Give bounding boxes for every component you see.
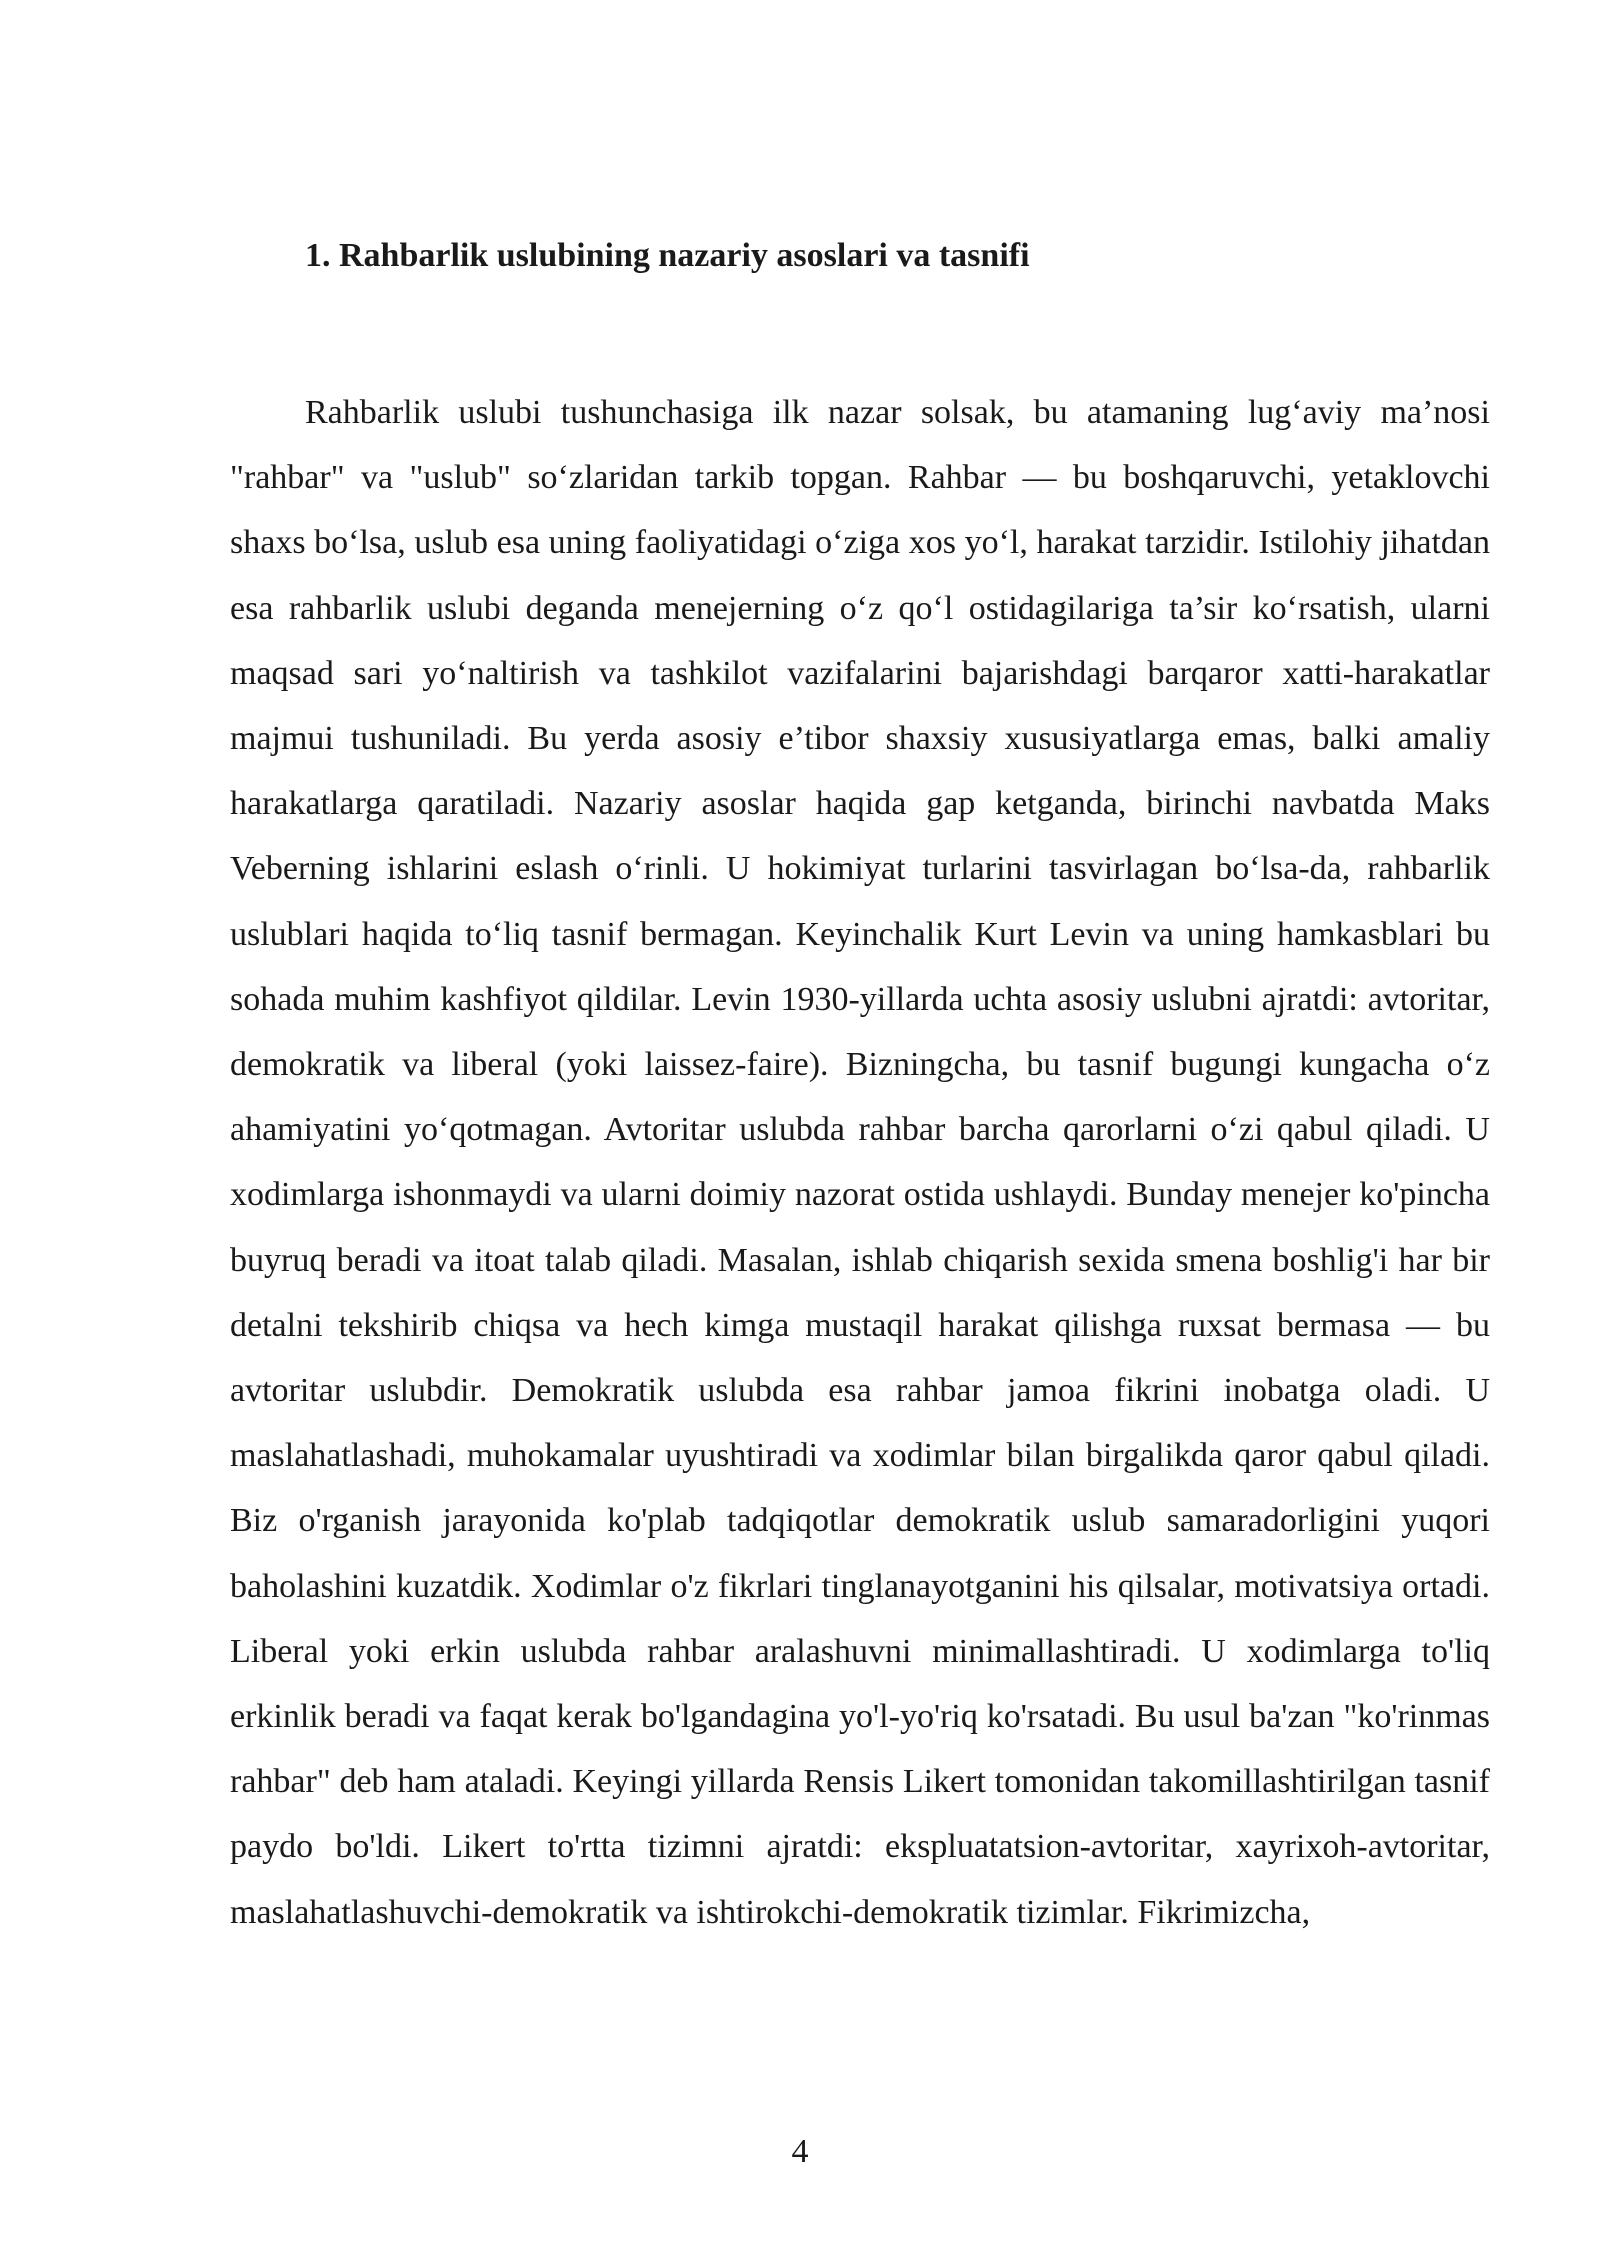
section-heading: 1. Rahbarlik uslubining nazariy asoslari va tasnifi xyxy=(305,237,1030,274)
body-paragraph: Rahbarlik uslubi tushunchasiga ilk nazar solsak, bu atamaning lug‘aviy ma’nosi "rahbar" va "uslub" so‘zlaridan tarkib topgan. Rahbar — bu boshqaruvchi, yetaklovchi shaxs bo‘lsa, uslub esa uning faoliyatidagi o‘ziga xos yo‘l, harakat tarzidir. Istilohiy jihatdan esa rahbarlik uslubi deganda menejerning o‘z qo‘l ostidagilariga ta’sir ko‘rsatish, ularni maqsad sari yo‘naltirish va tashkilot vazifalarini bajarishdagi barqaror xatti-harakatlar majmui tushuniladi. Bu yerda asosiy e’tibor shaxsiy xususiyatlarga emas, balki amaliy harakatlarga qaratiladi. Nazariy asoslar haqida gap ketganda, birinchi navbatda Maks Veberning ishlarini eslash o‘rinli. U hokimiyat turlarini tasvirlagan bo‘lsa-da, rahbarlik uslublari haqida to‘liq tasnif bermagan. Keyinchalik Kurt Levin va uning hamkasblari bu sohada muhim kashfiyot qildilar. Levin 1930-yillarda uchta asosiy uslubni ajratdi: avtoritar, demokratik va liberal (yoki laissez-faire). Bizningcha, bu tasnif bugungi kungacha o‘z ahamiyatini yo‘qotmagan. Avtoritar uslubda rahbar barcha qarorlarni o‘zi qabul qiladi. U xodimlarga ishonmaydi va ularni doimiy nazorat ostida ushlaydi. Bunday menejer ko'pincha buyruq beradi va itoat talab qiladi. Masalan, ishlab chiqarish sexida smena boshlig'i har bir detalni tekshirib chiqsa va hech kimga mustaqil harakat qilishga ruxsat bermasa — bu avtoritar uslubdir. Demokratik uslubda esa rahbar jamoa fikrini inobatga oladi. U maslahatlashadi, muhokamalar uyushtiradi va xodimlar bilan birgalikda qaror qabul qiladi. Biz o'rganish jarayonida ko'plab tadqiqotlar demokratik uslub samaradorligini yuqori baholashini kuzatdik. Xodimlar o'z fikrlari tinglanayotganini his qilsalar, motivatsiya ortadi. Liberal yoki erkin uslubda rahbar aralashuvni minimallashtiradi. U xodimlarga to'liq erkinlik beradi va faqat kerak bo'lgandagina yo'l-yo'riq ko'rsatadi. Bu usul ba'zan "ko'rinmas rahbar" deb ham ataladi. Keyingi yillarda Rensis Likert tomonidan takomillashtirilgan tasnif paydo bo'ldi. Likert to'rtta tizimni ajratdi: ekspluatatsion-avtoritar, xayrixoh-avtoritar, maslahatlashuvchi-demokratik va ishtirokchi-demokratik tizimlar. Fikrimizcha, xyxy=(230,394,1490,1931)
page-number: 4 xyxy=(791,2133,809,2170)
